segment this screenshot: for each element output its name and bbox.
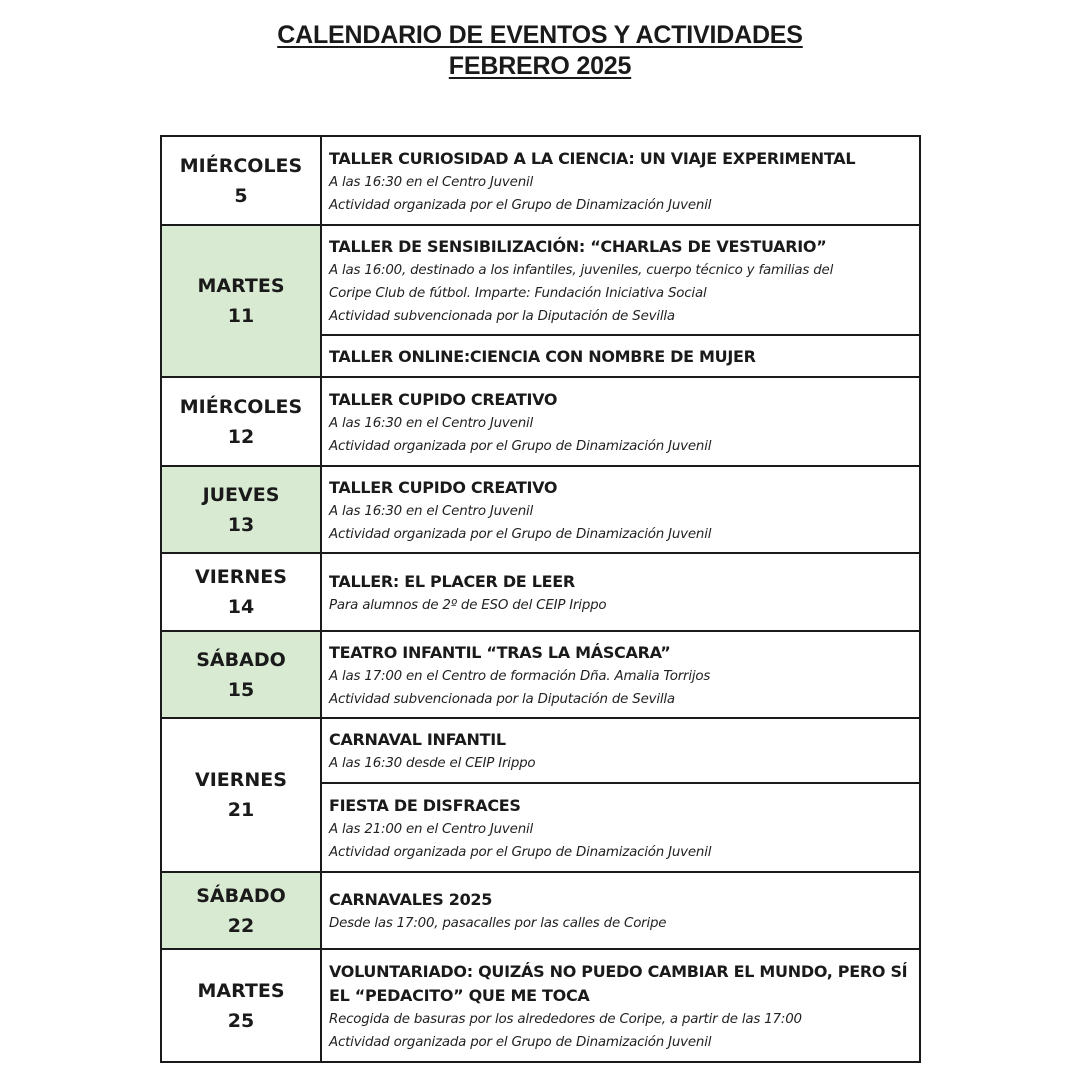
event-cell [321, 466, 920, 553]
date-number: 25 [227, 1009, 255, 1032]
day-cell [161, 949, 321, 1062]
event-detail: A las 21:00 en el Centro Juvenil [329, 821, 534, 837]
event-cell [321, 377, 920, 466]
event-cell [321, 718, 920, 783]
day-cell [161, 225, 321, 377]
event-detail: Actividad organizada por el Grupo de Dinamización Juvenil [329, 526, 712, 542]
event-detail: Actividad organizada por el Grupo de Dinamización Juvenil [329, 844, 712, 860]
event-title: TALLER ONLINE:CIENCIA CON NOMBRE DE MUJER [329, 347, 756, 366]
event-title: TALLER CUPIDO CREATIVO [329, 389, 558, 409]
date-number: 22 [227, 914, 255, 937]
event-title: CARNAVALES 2025 [329, 890, 493, 909]
day-cell [161, 377, 321, 466]
date-number: 5 [234, 184, 248, 207]
weekday-label: JUEVES [202, 483, 280, 506]
event-title: FIESTA DE DISFRACES [329, 795, 521, 815]
day-cell [161, 718, 321, 872]
page-title: CALENDARIO DE EVENTOS Y ACTIVIDADES [277, 21, 803, 49]
event-detail: A las 16:30 en el Centro Juvenil [329, 415, 534, 431]
date-number: 14 [227, 596, 255, 618]
day-cell [161, 872, 321, 949]
weekday-label: MIÉRCOLES [179, 154, 303, 177]
day-cell [161, 631, 321, 718]
weekday-label: MARTES [197, 275, 285, 297]
weekday-label: VIERNES [195, 769, 287, 791]
event-cell [321, 631, 920, 718]
weekday-label: SÁBADO [196, 648, 286, 671]
event-detail: Actividad organizada por el Grupo de Dinamización Juvenil [329, 197, 712, 213]
event-title: TALLER DE SENSIBILIZACIÓN: “CHARLAS DE VESTUARIO” [329, 236, 827, 256]
event-detail: Actividad subvencionada por la Diputación de Sevilla [329, 308, 675, 324]
event-title: TALLER: EL PLACER DE LEER [329, 571, 575, 591]
document-header [0, 20, 1080, 82]
calendar-row [161, 225, 920, 335]
event-detail: Desde las 17:00, pasacalles por las calles de Coripe [329, 916, 667, 931]
calendar-row [161, 553, 920, 631]
event-title: TALLER CURIOSIDAD A LA CIENCIA: UN VIAJE EXPERIMENTAL [329, 148, 856, 168]
event-cell [321, 136, 920, 225]
event-detail: A las 16:00, destinado a los infantiles, juveniles, cuerpo técnico y familias del [329, 262, 834, 278]
events-calendar-table [160, 135, 921, 1063]
weekday-label: SÁBADO [196, 884, 286, 907]
event-detail: Para alumnos de 2º de ESO del CEIP Irippo [329, 597, 607, 613]
date-number: 12 [227, 425, 255, 448]
event-title: VOLUNTARIADO: QUIZÁS NO PUEDO CAMBIAR EL MUNDO, PERO SÍ EL “PEDACITO” QUE ME TOCA [329, 961, 908, 1005]
event-detail: Recogida de basuras por los alrededores de Coripe, a partir de las 17:00 [329, 1011, 802, 1027]
calendar-row [161, 631, 920, 718]
date-number: 11 [227, 305, 255, 327]
page-subtitle: FEBRERO 2025 [448, 52, 632, 80]
event-cell [321, 949, 920, 1062]
day-cell [161, 136, 321, 225]
event-detail: A las 16:30 en el Centro Juvenil [329, 174, 534, 190]
event-cell [321, 335, 920, 377]
event-cell [321, 553, 920, 631]
event-title: TEATRO INFANTIL “TRAS LA MÁSCARA” [329, 642, 671, 662]
event-detail: Actividad subvencionada por la Diputación de Sevilla [329, 691, 675, 707]
event-detail: Coripe Club de fútbol. Imparte: Fundación Iniciativa Social [329, 285, 707, 301]
calendar-row [161, 136, 920, 225]
event-detail: A las 17:00 en el Centro de formación Dña. Amalia Torrijos [329, 668, 711, 684]
event-detail: A las 16:30 en el Centro Juvenil [329, 503, 534, 519]
calendar-row [161, 872, 920, 949]
date-number: 13 [227, 513, 255, 536]
date-number: 21 [227, 799, 255, 821]
day-cell [161, 553, 321, 631]
calendar-row [161, 718, 920, 783]
event-detail: Actividad organizada por el Grupo de Dinamización Juvenil [329, 1034, 712, 1050]
calendar-row [161, 377, 920, 466]
calendar-row [161, 949, 920, 1062]
calendar-body [161, 136, 920, 1062]
weekday-label: VIERNES [195, 566, 287, 588]
event-title: TALLER CUPIDO CREATIVO [329, 477, 558, 497]
day-cell [161, 466, 321, 553]
date-number: 15 [227, 678, 255, 701]
event-cell [321, 783, 920, 872]
event-cell [321, 225, 920, 335]
weekday-label: MIÉRCOLES [179, 395, 303, 418]
calendar-row [161, 466, 920, 553]
event-detail: Actividad organizada por el Grupo de Dinamización Juvenil [329, 438, 712, 454]
event-title: CARNAVAL INFANTIL [329, 730, 506, 749]
event-cell [321, 872, 920, 949]
weekday-label: MARTES [197, 979, 285, 1002]
event-detail: A las 16:30 desde el CEIP Irippo [329, 756, 536, 771]
